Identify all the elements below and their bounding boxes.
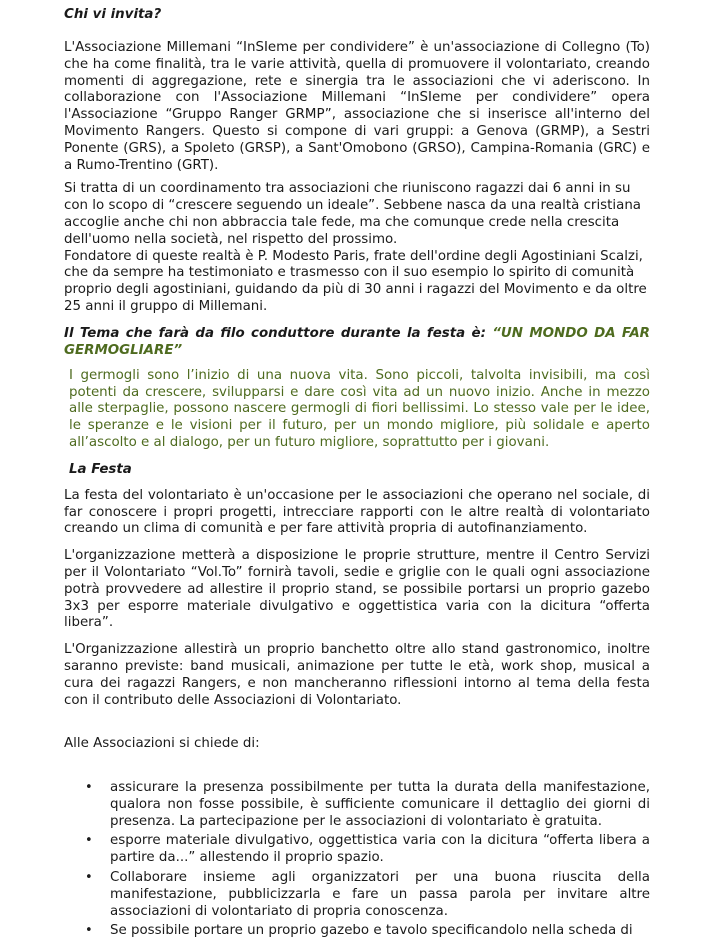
list-item <box>64 780 650 830</box>
paragraph-fondatore: Fondatore di queste realtà è P. Modesto Paris, frate dell'ordine degli Agostiniani Scalzi, che da sempre ha testimoniato e trasmesso con il suo esempio lo spirito di comunità proprio degli agostiniani, guidando da più di 30 anni i ragazzi del Movimento e da oltre 25 anni il gruppo di Millemani. <box>64 248 647 314</box>
bullet-icon: • <box>85 833 93 849</box>
theme-heading <box>64 325 650 359</box>
bullet-icon: • <box>85 870 93 886</box>
theme-highlight: “UN MONDO DA FAR GERMOGLIARE” <box>64 325 650 358</box>
list-item <box>64 833 650 867</box>
bullet-icon: • <box>85 780 93 796</box>
list-item-text: Collaborare insieme agli organizzatori per una buona riuscita della manifestazione, pubblicizzarla e fare un passa parola per invitare altre associazioni di volontariato di propria conoscenza. <box>110 870 650 919</box>
paragraph-banchetto: L'Organizzazione allestirà un proprio banchetto oltre allo stand gastronomico, inoltre saranno previste: band musicali, animazione per tutte le età, work shop, musical a cura dei ragazzi Rangers, e non mancheranno riflessioni intorno al tema della festa con il contributo delle Associazioni di Volontariato. <box>64 642 650 708</box>
bullet-icon: • <box>85 923 93 939</box>
list-item-text: esporre materiale divulgativo, oggettistica varia con la dicitura “offerta libera a partire da...” allestendo il proprio spazio. <box>110 833 650 866</box>
theme-lead: Il Tema che farà da filo conduttore durante la festa è: <box>64 325 493 341</box>
document-page <box>64 4 650 940</box>
requests-intro: Alle Associazioni si chiede di: <box>64 736 260 752</box>
list-item <box>64 923 650 940</box>
section-heading-chi-vi-invita: Chi vi invita? <box>64 7 162 22</box>
list-item <box>64 870 650 920</box>
paragraph-festa: La festa del volontariato è un'occasione per le associazioni che operano nel sociale, di far conoscere i propri progetti, intrecciare rapporti con le altre realtà di volontariato creando un clima di comunità e per fare attività propria di autofinanziamento. <box>64 487 650 537</box>
requests-list <box>64 780 650 940</box>
list-item-text: Se possibile portare un proprio gazebo e tavolo specificandolo nella scheda di <box>110 923 633 939</box>
theme-paragraph: I germogli sono l’inizio di una nuova vita. Sono piccoli, talvolta invisibili, ma così potenti da crescere, svilupparsi e dare così vita ad un nuovo inizio. Anche in mezzo alle sterpaglie, possono nascere germogli di fiori bellissimi. Lo stesso vale per le idee, le speranze e le visioni per il futuro, per un mondo migliore, più solidale e aperto all’ascolto e al dialogo, per un futuro migliore, soprattutto per i giovani. <box>69 367 650 450</box>
paragraph-coordinamento: Si tratta di un coordinamento tra associazioni che riuniscono ragazzi dai 6 anni in su con lo scopo di “crescere seguendo un ideale”. Sebbene nasca da una realtà cristiana accoglie anche chi non abbraccia tale fede, ma che comunque crede nella crescita dell'uomo nella società, nel rispetto del prossimo. <box>64 181 642 247</box>
list-item-text: assicurare la presenza possibilmente per tutta la durata della manifestazione, qualora non fosse possibile, è sufficiente comunicare il dettaglio dei giorni di presenza. La partecipazione per le associazioni di volontariato è gratuita. <box>110 780 650 829</box>
section-heading-la-festa: La Festa <box>69 461 132 477</box>
paragraph-millemani: L'Associazione Millemani “InSIeme per condividere” è un'associazione di Collegno (To) che ha come finalità, tra le varie attività, quella di promuovere il volontariato, creando momenti di aggregazione, rete e sinergia tra le associazioni che vi aderiscono. In collaborazione con l'Associazione Millemani “InSIeme per condividere” opera l'Associazione “Gruppo Ranger GRMP”, associazione che si inserisce all'interno del Movimento Rangers. Questo si compone di vari gruppi: a Genova (GRMP), a Sestri Ponente (GRS), a Spoleto (GRSP), a Sant'Omobono (GRSO), Campina-Romania (GRC) e a Rumo-Trentino (GRT). <box>64 40 650 173</box>
paragraph-organizzazione: L'organizzazione metterà a disposizione le proprie strutture, mentre il Centro Servizi per il Volontariato “Vol.To” fornirà tavoli, sedie e griglie con le quali ogni associazione potrà provvedere ad allestire il proprio stand, se possibile portarsi un proprio gazebo 3x3 per esporre materiale divulgativo e oggettistica varia con la dicitura “offerta libera”. <box>64 548 650 631</box>
